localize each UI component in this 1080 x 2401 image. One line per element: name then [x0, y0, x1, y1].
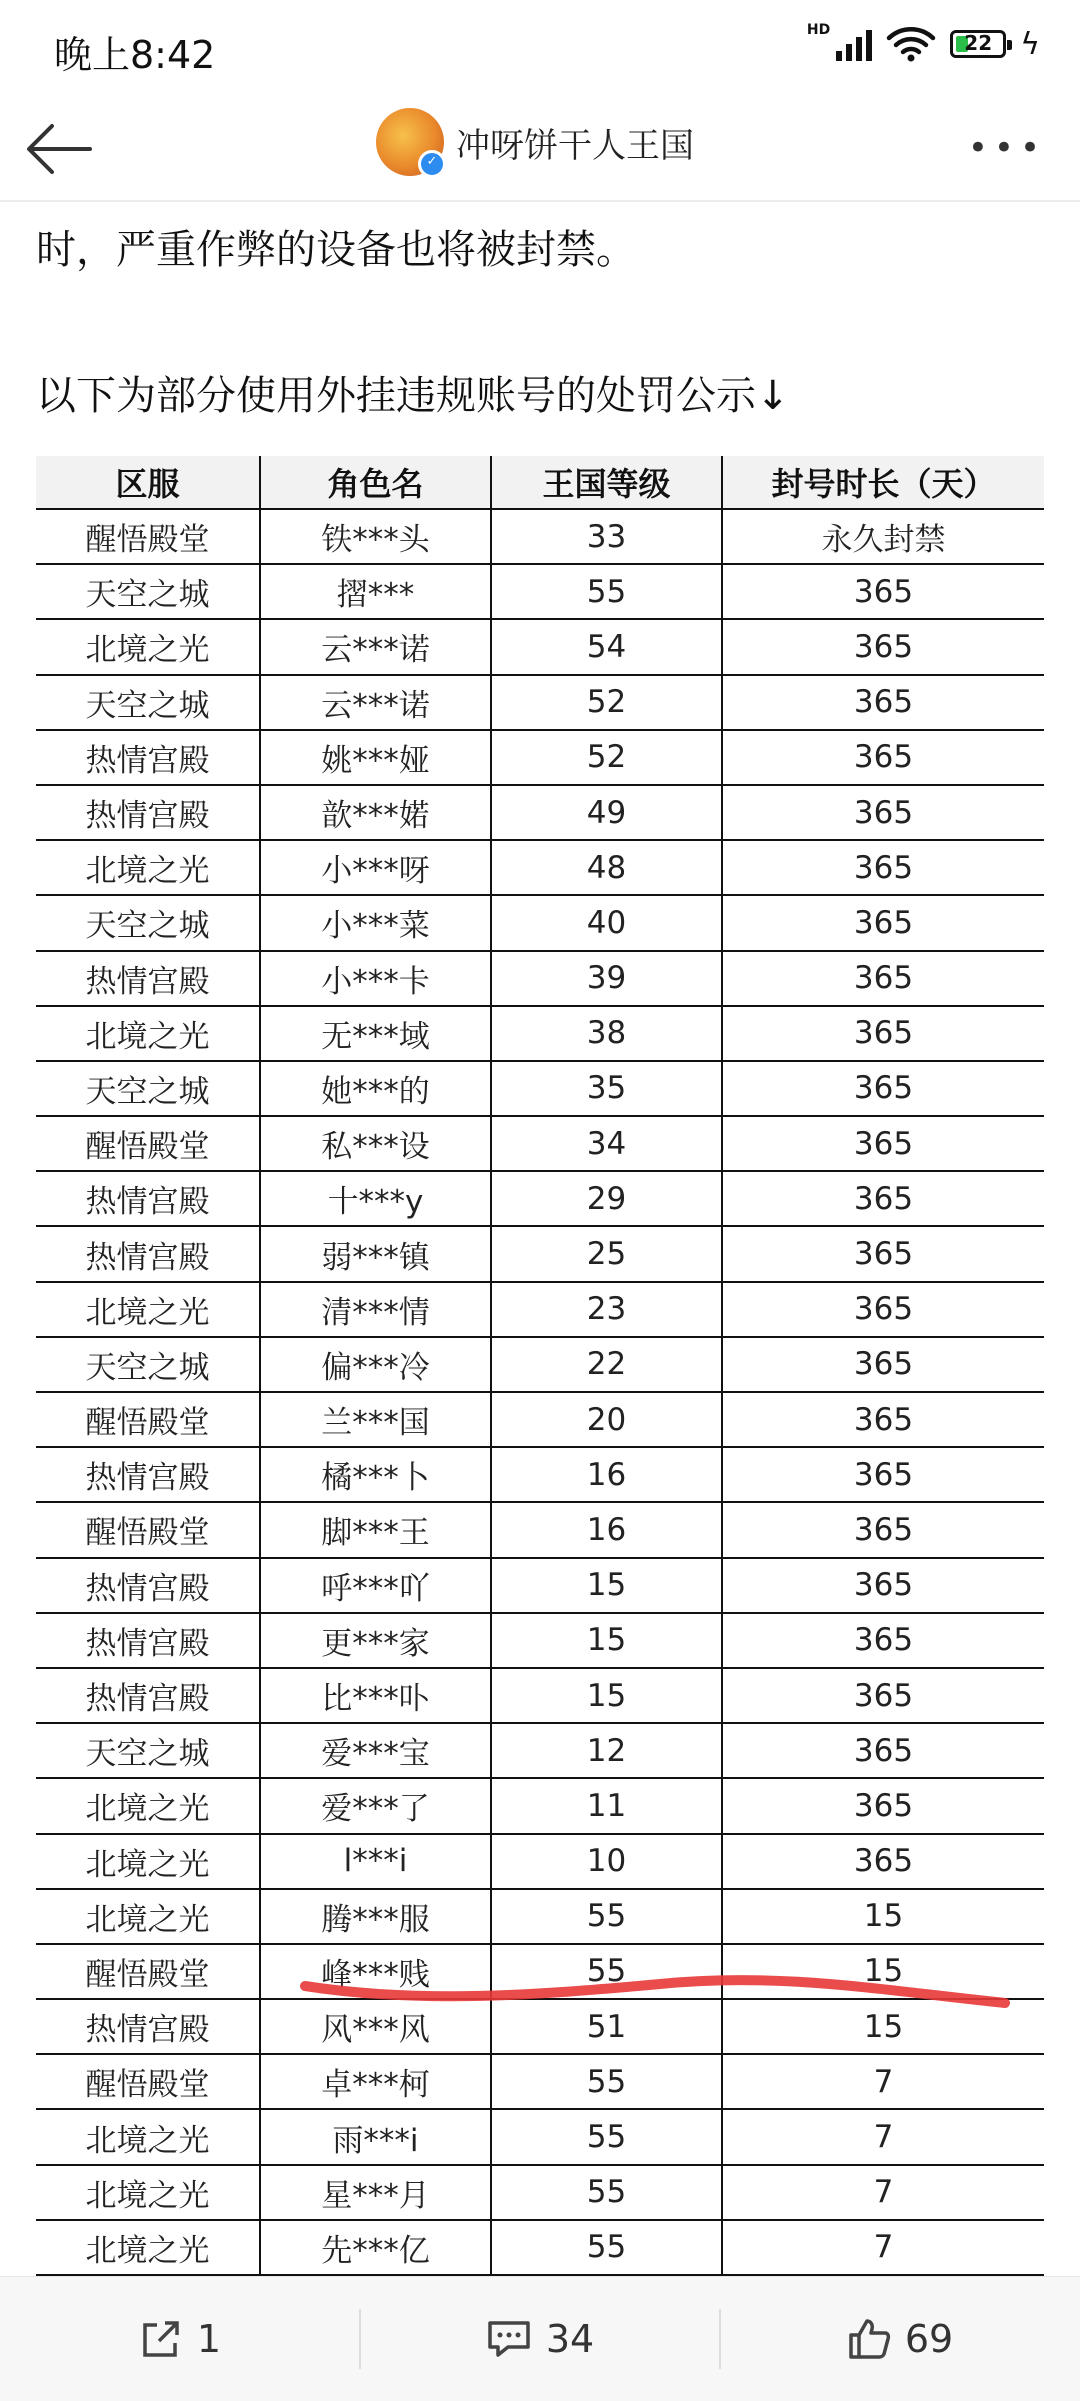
cell-ban-duration: 365: [722, 1668, 1044, 1723]
cell-role-name: 风***风: [260, 1999, 491, 2054]
table-row: [36, 1613, 1044, 1668]
cell-server: 热情宫殿: [36, 1171, 260, 1226]
cell-server: 热情宫殿: [36, 1558, 260, 1613]
cell-ban-duration: 365: [722, 1226, 1044, 1281]
like-count: 69: [904, 2317, 954, 2361]
like-button[interactable]: [720, 2277, 1080, 2401]
table-row: [36, 2165, 1044, 2220]
table-row: [36, 1889, 1044, 1944]
cell-role-name: 星***月: [260, 2165, 491, 2220]
col-header-ban-duration: 封号时长（天）: [722, 456, 1044, 509]
cell-kingdom-level: 55: [491, 2054, 722, 2109]
cell-server: 北境之光: [36, 1778, 260, 1833]
cell-role-name: 卓***柯: [260, 2054, 491, 2109]
cell-kingdom-level: 15: [491, 1613, 722, 1668]
cell-ban-duration: 365: [722, 1613, 1044, 1668]
cell-kingdom-level: 52: [491, 730, 722, 785]
cell-role-name: 兰***国: [260, 1392, 491, 1447]
cell-role-name: 呼***吖: [260, 1558, 491, 1613]
cell-kingdom-level: 15: [491, 1668, 722, 1723]
cell-role-name: 清***情: [260, 1282, 491, 1337]
avatar[interactable]: [376, 108, 444, 176]
table-row: [36, 564, 1044, 619]
cell-role-name: 无***域: [260, 1006, 491, 1061]
cell-ban-duration: 365: [722, 1558, 1044, 1613]
cell-server: 醒悟殿堂: [36, 1392, 260, 1447]
cell-ban-duration: 365: [722, 840, 1044, 895]
table-row: [36, 1392, 1044, 1447]
cell-role-name: 脚***王: [260, 1502, 491, 1557]
cell-server: 醒悟殿堂: [36, 1116, 260, 1171]
cell-server: 北境之光: [36, 1889, 260, 1944]
table-row: [36, 1282, 1044, 1337]
cell-kingdom-level: 12: [491, 1723, 722, 1778]
table-row: [36, 619, 1044, 674]
cell-server: 热情宫殿: [36, 785, 260, 840]
cell-ban-duration: 7: [722, 2220, 1044, 2275]
cell-server: 热情宫殿: [36, 730, 260, 785]
cell-ban-duration: 365: [722, 951, 1044, 1006]
cell-kingdom-level: 22: [491, 1337, 722, 1392]
cell-server: 醒悟殿堂: [36, 2054, 260, 2109]
cell-server: 天空之城: [36, 895, 260, 950]
cell-ban-duration: 15: [722, 1944, 1044, 1999]
cell-kingdom-level: 40: [491, 895, 722, 950]
post-text-line: 时，严重作弊的设备也将被封禁。: [36, 227, 636, 273]
table-row: [36, 2109, 1044, 2164]
cell-server: 北境之光: [36, 1834, 260, 1889]
cell-ban-duration: 365: [722, 1061, 1044, 1116]
cell-kingdom-level: 55: [491, 2165, 722, 2220]
cell-server: 天空之城: [36, 1337, 260, 1392]
cell-server: 北境之光: [36, 2165, 260, 2220]
cell-ban-duration: 365: [722, 1116, 1044, 1171]
col-header-kingdom-level: 王国等级: [491, 456, 722, 509]
more-options-icon[interactable]: •••: [967, 128, 1046, 168]
cell-ban-duration: 7: [722, 2165, 1044, 2220]
cell-server: 热情宫殿: [36, 1447, 260, 1502]
cell-ban-duration: 365: [722, 785, 1044, 840]
cell-kingdom-level: 55: [491, 2109, 722, 2164]
cell-kingdom-level: 51: [491, 1999, 722, 2054]
cell-role-name: 爱***宝: [260, 1723, 491, 1778]
cell-role-name: 弱***镇: [260, 1226, 491, 1281]
table-row: [36, 1834, 1044, 1889]
comment-count: 34: [545, 2317, 595, 2361]
cell-role-name: 橘***卜: [260, 1447, 491, 1502]
cell-role-name: 偏***冷: [260, 1337, 491, 1392]
cell-server: 醒悟殿堂: [36, 1944, 260, 1999]
share-button[interactable]: [0, 2277, 360, 2401]
cell-ban-duration: 365: [722, 1502, 1044, 1557]
cell-ban-duration: 15: [722, 1889, 1044, 1944]
cell-role-name: 先***亿: [260, 2220, 491, 2275]
cell-role-name: 腾***服: [260, 1889, 491, 1944]
cell-server: 北境之光: [36, 2109, 260, 2164]
cell-kingdom-level: 55: [491, 2220, 722, 2275]
table-row: [36, 1723, 1044, 1778]
comment-button[interactable]: [360, 2277, 720, 2401]
cell-kingdom-level: 35: [491, 1061, 722, 1116]
cell-kingdom-level: 49: [491, 785, 722, 840]
cell-server: 北境之光: [36, 619, 260, 674]
cell-ban-duration: 365: [722, 1171, 1044, 1226]
cell-server: 天空之城: [36, 1061, 260, 1116]
table-row: [36, 730, 1044, 785]
cell-kingdom-level: 20: [491, 1392, 722, 1447]
cell-kingdom-level: 55: [491, 1944, 722, 1999]
penalty-table: [36, 456, 1044, 2286]
cell-kingdom-level: 29: [491, 1171, 722, 1226]
cell-ban-duration: 365: [722, 1778, 1044, 1833]
cell-server: 天空之城: [36, 675, 260, 730]
post-text-line: 以下为部分使用外挂违规账号的处罚公示↓: [36, 373, 790, 419]
table-row: [36, 2054, 1044, 2109]
cell-kingdom-level: 48: [491, 840, 722, 895]
table-row: [36, 1171, 1044, 1226]
cell-ban-duration: 365: [722, 730, 1044, 785]
col-header-role-name: 角色名: [260, 456, 491, 509]
cell-server: 天空之城: [36, 1723, 260, 1778]
cell-ban-duration: 365: [722, 1006, 1044, 1061]
cell-server: 北境之光: [36, 1006, 260, 1061]
verified-badge-icon: ✓: [418, 150, 446, 178]
cell-role-name: 姚***娅: [260, 730, 491, 785]
wifi-icon: [886, 26, 936, 62]
table-row: [36, 1061, 1044, 1116]
cell-server: 热情宫殿: [36, 1613, 260, 1668]
cell-server: 北境之光: [36, 840, 260, 895]
cell-ban-duration: 7: [722, 2054, 1044, 2109]
table-row: [36, 1944, 1044, 1999]
cell-kingdom-level: 10: [491, 1834, 722, 1889]
cell-kingdom-level: 34: [491, 1116, 722, 1171]
cell-role-name: 云***诺: [260, 675, 491, 730]
account-title[interactable]: [376, 108, 694, 176]
cell-kingdom-level: 52: [491, 675, 722, 730]
cell-role-name: 十***y: [260, 1171, 491, 1226]
table-row: [36, 1502, 1044, 1557]
table-row: [36, 1778, 1044, 1833]
comment-icon: [486, 2319, 532, 2359]
cell-ban-duration: 365: [722, 1337, 1044, 1392]
cell-role-name: 铁***头: [260, 509, 491, 564]
network-type-label: HD: [806, 22, 831, 38]
cell-role-name: 云***诺: [260, 619, 491, 674]
cell-kingdom-level: 39: [491, 951, 722, 1006]
cell-role-name: 峰***贱: [260, 1944, 491, 1999]
charging-icon: ϟ: [1020, 26, 1040, 62]
status-time: 晚上8:42: [54, 33, 216, 77]
cell-server: 天空之城: [36, 564, 260, 619]
cell-role-name: 摺***: [260, 564, 491, 619]
table-row: [36, 785, 1044, 840]
thumbs-up-icon: [847, 2317, 891, 2361]
table-row: [36, 951, 1044, 1006]
table-row: [36, 675, 1044, 730]
cell-kingdom-level: 16: [491, 1447, 722, 1502]
cell-kingdom-level: 15: [491, 1558, 722, 1613]
share-icon: [139, 2319, 183, 2359]
cell-server: 醒悟殿堂: [36, 1502, 260, 1557]
cell-kingdom-level: 54: [491, 619, 722, 674]
cell-kingdom-level: 16: [491, 1502, 722, 1557]
table-row: [36, 2220, 1044, 2275]
col-header-server: 区服: [36, 456, 260, 509]
table-row: [36, 1226, 1044, 1281]
top-nav-bar: [0, 96, 1080, 202]
cell-ban-duration: 365: [722, 675, 1044, 730]
cell-kingdom-level: 11: [491, 1778, 722, 1833]
table-row: [36, 840, 1044, 895]
bottom-action-bar: [0, 2276, 1080, 2401]
battery-level: 22: [964, 31, 993, 55]
cell-ban-duration: 15: [722, 1999, 1044, 2054]
table-row: [36, 1006, 1044, 1061]
cell-role-name: 她***的: [260, 1061, 491, 1116]
cell-kingdom-level: 55: [491, 1889, 722, 1944]
page-title: 冲呀饼干人王国: [456, 125, 694, 166]
cell-role-name: 比***卟: [260, 1668, 491, 1723]
status-icons: [806, 22, 1040, 62]
battery-icon: [950, 30, 1006, 58]
cell-server: 北境之光: [36, 2220, 260, 2275]
table-row: [36, 895, 1044, 950]
cell-role-name: 小***呀: [260, 840, 491, 895]
cell-kingdom-level: 38: [491, 1006, 722, 1061]
cell-role-name: 私***设: [260, 1116, 491, 1171]
cell-ban-duration: 永久封禁: [722, 509, 1044, 564]
cell-role-name: l***i: [260, 1834, 491, 1889]
cell-kingdom-level: 23: [491, 1282, 722, 1337]
cell-ban-duration: 365: [722, 1447, 1044, 1502]
status-bar: [0, 0, 1080, 96]
cell-server: 热情宫殿: [36, 1226, 260, 1281]
table-row: [36, 509, 1044, 564]
cell-server: 醒悟殿堂: [36, 509, 260, 564]
table-header-row: [36, 456, 1044, 509]
cell-role-name: 雨***i: [260, 2109, 491, 2164]
cell-role-name: 爱***了: [260, 1778, 491, 1833]
cell-role-name: 歆***婼: [260, 785, 491, 840]
table-row: [36, 1337, 1044, 1392]
table-row: [36, 1668, 1044, 1723]
cell-server: 北境之光: [36, 1282, 260, 1337]
cell-kingdom-level: 33: [491, 509, 722, 564]
cell-ban-duration: 365: [722, 1834, 1044, 1889]
cell-server: 热情宫殿: [36, 1999, 260, 2054]
cell-ban-duration: 365: [722, 564, 1044, 619]
share-count: 1: [196, 2317, 222, 2361]
table-row: [36, 1447, 1044, 1502]
cell-kingdom-level: 55: [491, 564, 722, 619]
table-row: [36, 1999, 1044, 2054]
cell-server: 热情宫殿: [36, 951, 260, 1006]
cell-kingdom-level: 25: [491, 1226, 722, 1281]
table-row: [36, 1116, 1044, 1171]
cell-ban-duration: 7: [722, 2109, 1044, 2164]
table-row: [36, 1558, 1044, 1613]
cell-role-name: 小***卡: [260, 951, 491, 1006]
signal-icon: [836, 27, 872, 61]
cell-ban-duration: 365: [722, 1392, 1044, 1447]
cell-ban-duration: 365: [722, 619, 1044, 674]
back-arrow-icon[interactable]: [22, 114, 98, 184]
cell-server: 热情宫殿: [36, 1668, 260, 1723]
cell-role-name: 更***家: [260, 1613, 491, 1668]
cell-ban-duration: 365: [722, 1282, 1044, 1337]
cell-ban-duration: 365: [722, 895, 1044, 950]
cell-role-name: 小***菜: [260, 895, 491, 950]
cell-ban-duration: 365: [722, 1723, 1044, 1778]
